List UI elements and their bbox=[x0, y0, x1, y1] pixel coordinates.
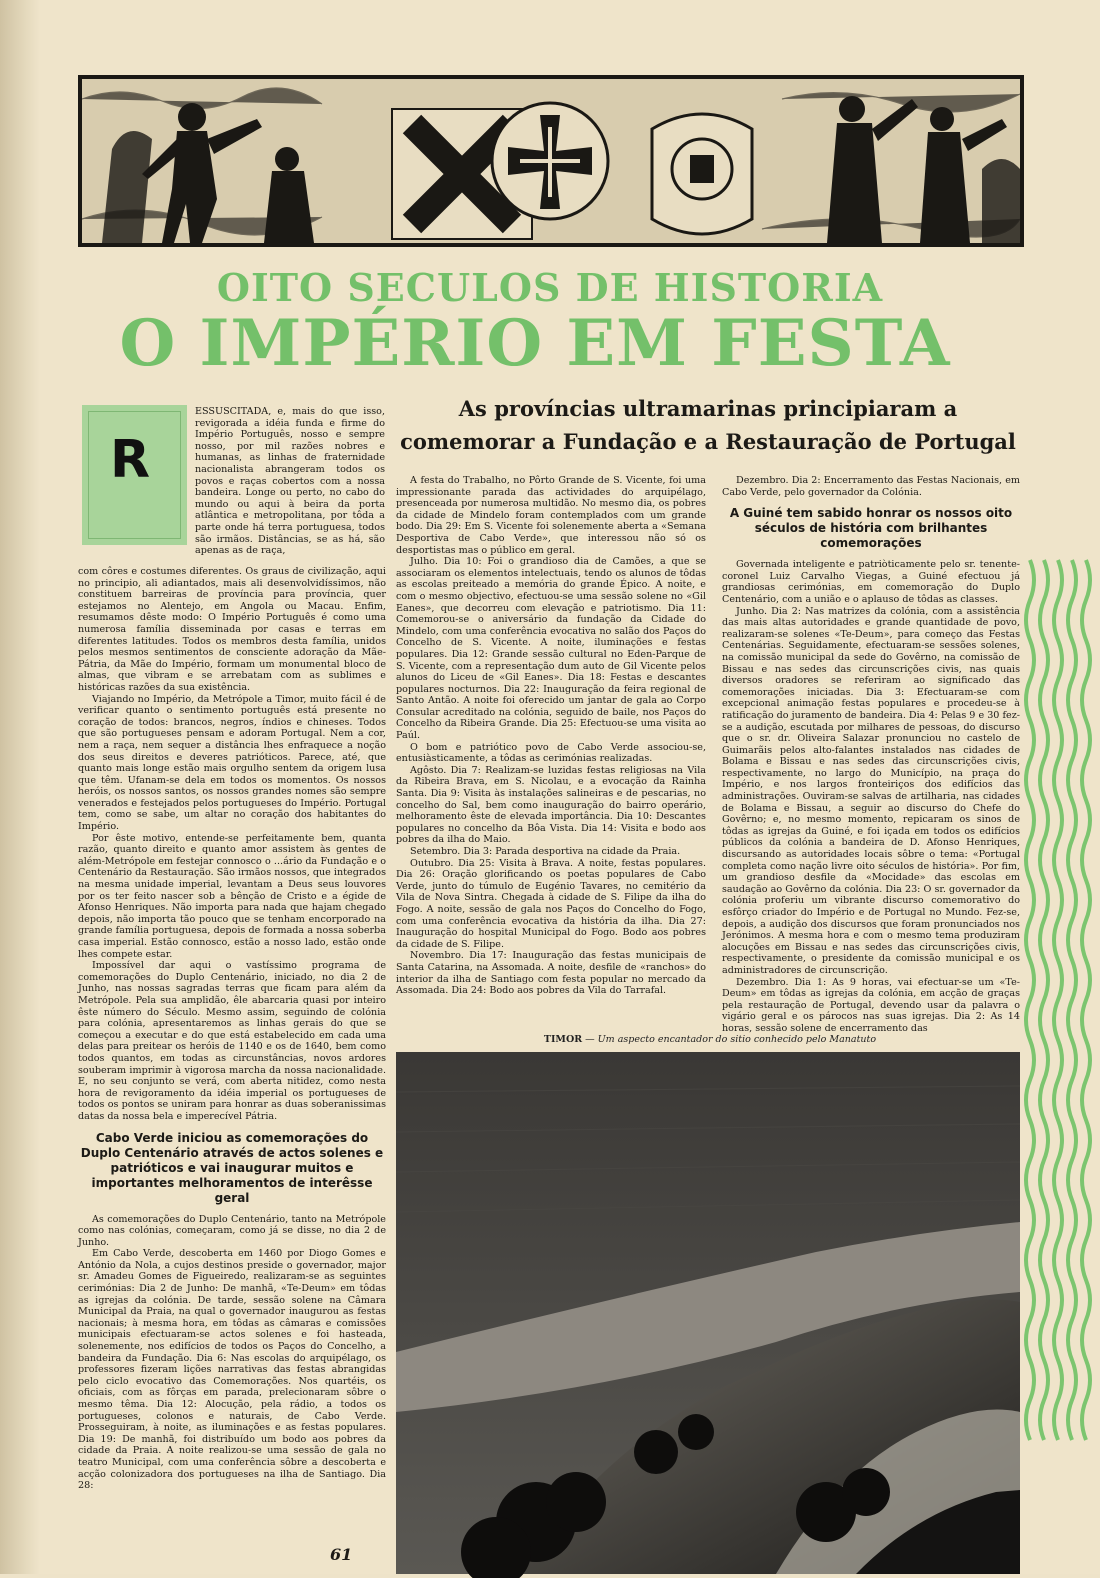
banner-illustration bbox=[82, 79, 1020, 243]
previous-page-gutter bbox=[0, 0, 40, 1574]
woodcut-banner bbox=[78, 75, 1024, 247]
timor-landscape-photo bbox=[396, 1052, 1020, 1574]
column-1 bbox=[78, 566, 386, 1492]
dropcap-letter: R bbox=[110, 430, 151, 490]
paragraph: Impossível dar aqui o vastíssimo programa de comemorações do Duplo Centenário, iniciado, no dia 2 de Junho, nas nossas sagradas terras que ficam para além da Metrópole. Pela sua amplidão, êle abarcaria quasi por inteiro êste número do Século. Mesmo assim, seguindo de colónia para colónia, apresentaremos as linhas gerais do que se começou a executar e do que está estabelecido em cada uma delas para preitear os heróis de 1140 e os de 1640, bem como todos quantos, em todas as circunstâncias, novos ardores souberam imprimir à vigorosa marcha da nossa nacionalidade. E, no seu conjunto se verá, com aberta nitidez, como nesta hora de revigoramento da idéia imperial os portugueses de todos os pontos se uniram para honrar as duas soberanissimas datas da nossa bela e imperecível Pátria. bbox=[78, 960, 386, 1122]
caption-text: Um aspecto encantador do sitio conhecido pelo Manatuto bbox=[597, 1034, 877, 1045]
section-heading-cabo-verde: Cabo Verde iniciou as comemorações do Duplo Centenário através de actos solenes e patrióticos e vai inaugurar muitos e importantes melhoramentos de interêsse geral bbox=[80, 1130, 384, 1205]
paragraph: Julho. Dia 10: Foi o grandioso dia de Camões, a que se associaram os elementos intelectuais, tendo os alunos de tôdas as escolas preiteado a memória do grande Épico. A noite, e com o mesmo objectivo, efectuou-se uma sessão solene no «Gil Eanes», que decorreu com elevação e patriotismo. Dia 11: Comemorou-se o aniversário da fundação da Cidade do Mindelo, com uma conferência evocativa no salão dos Paços do Concelho de S. Vicente. A noite, iluminações e festas populares. Dia 12: Grande sessão cultural no Eden-Parque de S. Vicente, com a representação dum auto de Gil Vicente pelos alunos do Liceu de «Gil Eanes». Dia 18: Festas e descantes populares nocturnos. Dia 22: Inauguração da feira regional de Santo Antão. A noite foi oferecido um jantar de gala ao Corpo Consular acreditado na colónia, seguido de baile, nos Paços do Concelho da Ribeira Grande. Dia 25: Efectuou-se uma visita ao Paúl. bbox=[396, 556, 706, 742]
kicker-title: OITO SECULOS DE HISTORIA bbox=[216, 265, 884, 310]
caption-place: TIMOR bbox=[543, 1034, 583, 1045]
paragraph: Dezembro. Dia 2: Encerramento das Festas Nacionais, em Cabo Verde, pelo governador da Colónia. bbox=[722, 475, 1020, 498]
paragraph: Junho. Dia 2: Nas matrizes da colónia, com a assistência das mais altas autoridades e grande quantidade de povo, realizaram-se solenes «Te-Deum», para começo das Festas Centenárias. Seguidamente, efectuaram-se sessões solenes, na comissão municipal da sede do Govêrno, na comissão de Bissau e nas sedes das circunscrições civis, nas quais diversos oradores se referiram ao significado das comemorações iniciadas. Dia 3: Efectuaram-se com excepcional animação festas populares e procedeu-se à ratificação do juramento de bandeira. Dia 4: Pelas 9 e 30 fez-se a audição, escutada por milhares de pessoas, do discurso que o sr. dr. Oliveira Salazar pronunciou no castelo de Guimarãis pelos alto-falantes instalados nas cidades de Bolama e Bissau e nas sedes das circunscrições civis, respectivamente, no largo do Município, na praça do Império, e nos largos fronteiriços dos edifícios das administrações. Ouviram-se salvas de artilharia, nas cidades de Bolama e Bissau, a seguir ao discurso do Chefe do Govêrno; e, no mesmo momento, repicaram os sinos de tôdas as igrejas da Guiné, e foi içada em todos os edifícios públicos da colónia a bandeira de D. Afonso Henriques, discursando as autoridades locais sôbre o tema: «Portugal completa como nação livre oito séculos de história». Por fim, um grandioso desfile da «Mocidade» das escolas em saudação ao Govêrno da colónia. Dia 23: O sr. governador da colónia proferiu um vibrante discurso comemorativo do esfôrço criador do Império e de Portugal no Mundo. Fez-se, depois, a audição dos discursos que foram pronunciados nos Jerónimos. A mesma hora e com o mesmo tema produziram alocuções em Bissau e nas sedes das circunscrições civis, respectivamente, o presidente da comissão municipal e os administradores de circunscrição. bbox=[722, 605, 1020, 976]
column-2 bbox=[396, 475, 706, 1035]
headline: O IMPÉRIO EM FESTA bbox=[119, 306, 951, 381]
paragraph: As comemorações do Duplo Centenário, tanto na Metrópole como nas colónias, começaram, como já se disse, no dia 2 de Junho. bbox=[78, 1213, 386, 1248]
column-3 bbox=[722, 475, 1020, 1035]
subheadline: As províncias ultramarinas principiaram a comemorar a Fundação e a Restauração de Portugal bbox=[400, 396, 1016, 454]
wave-pattern bbox=[1028, 560, 1100, 1440]
intro-text: ESSUSCITADA, e, mais do que isso, revigorada a idéia funda e firme do Império Português, nosso e sempre nosso, por mil razões nobres e humanas, as linhas de fraternidade nacionalista abrangeram todos os povos e raças cobertos com a nossa bandeira. Longe ou perto, no cabo do mundo ou aqui à beira da porta atlântica e metropolitana, por tôda a parte onde há terra portuguesa, todos são irmãos. Distâncias, se as há, são apenas as de raça, bbox=[195, 406, 385, 557]
paragraph: Em Cabo Verde, descoberta em 1460 por Diogo Gomes e António da Nola, a cujos destinos preside o governador, major sr. Amadeu Gomes de Figueiredo, realizaram-se as seguintes cerimónias: Dia 2 de Junho: De manhã, «Te-Deum» em tôdas as igrejas da colónia. De tarde, sessão solene na Câmara Municipal da Praia, na qual o governador inaugurou as festas nacionais; à mesma hora, em tôdas as câmaras e comissões municipais efectuaram-se actos solenes e foi hasteada, solenemente, nos edifícios de todos os Paços do Concelho, a bandeira da Fundação. Dia 6: Nas escolas do arquipélago, os professores fizeram lições narrativas das festas abrangidas pelo ciclo evocativo das Comemorações. Nos quartéis, os oficiais, com as fôrças em parada, prelecionaram sôbre o mesmo têma. Dia 12: Alocução, pela rádio, a todos os portugueses, colonos e naturais, de Cabo Verde. Prosseguiram, à noite, as iluminações e as festas populares. Dia 19: De manhã, foi distribuído um bodo aos pobres da cidade da Praia. A noite realizou-se uma sessão de gala no teatro Municipal, com uma conferência sôbre a descoberta e acção colonizadora dos portugueses na ilha de Santiago. Dia 28: bbox=[78, 1248, 386, 1492]
intro-paragraph bbox=[195, 406, 385, 566]
green-wave-ornament bbox=[1028, 560, 1100, 1440]
paragraph: Setembro. Dia 3: Parada desportiva na cidade da Praia. bbox=[410, 846, 681, 857]
photo-caption bbox=[400, 1034, 1020, 1045]
paragraph: Dezembro. Dia 1: As 9 horas, vai efectuar-se um «Te-Deum» em tôdas as igrejas da colónia, em acção de graças pela restauração de Portugal, devendo usar da palavra o vigário geral e os párocos nas suas igrejas. Dia 2: As 14 horas, sessão solene de encerramento das bbox=[722, 976, 1020, 1034]
paragraph: Outubro. Dia 25: Visita à Brava. A noite, festas populares. Dia 26: Oração glorificando os poetas populares de Cabo Verde, junto do túmulo de Eugénio Tavares, no cemitério da Vila de Nova Sintra. Chegada à cidade de S. Filipe da ilha do Fogo. A noite, sessão de gala nos Paços do Concelho do Fogo, com uma conferência evocativa da história da ilha. Dia 27: Inauguração do hospital Municipal do Fogo. Bodo aos pobres da cidade de S. Filipe. bbox=[396, 857, 706, 950]
paragraph: Por êste motivo, entende-se perfeitamente bem, quanta razão, quanto direito e quanto amor assistem às gentes de além-Metrópole em festejar connosco o ...ário da Fundação e o Centenário da Restauração. São irmãos nossos, que integrados na mesma unidade imperial, levantam a Deus seus louvores por os ter feito nascer sob a bênção de Cristo e a égide de Afonso Henriques. Não importa para nada que hajam chegado depois, não importa tão pouco que se tenham encorporado na grande família portuguesa, depois de formada a nossa soberba casa imperial. Estão connosco, estão a nosso lado, estão onde lhes compete estar. bbox=[78, 832, 386, 960]
page-number: 61 bbox=[330, 1545, 353, 1564]
paragraph: Governada inteligente e patriòticamente pelo sr. tenente-coronel Luiz Carvalho Viegas, a Guiné efectuou já grandiosas cerimónias, em comemoração do Duplo Centenário, com a união e o aplauso de tôdas as classes. bbox=[722, 559, 1020, 605]
caption-dash: — bbox=[582, 1034, 598, 1045]
paragraph: O bom e patriótico povo de Cabo Verde associou-se, entusiàsticamente, a tôdas as cerimónias realizadas. bbox=[396, 741, 706, 765]
section-heading-guine: A Guiné tem sabido honrar os nossos oito séculos de história com brilhantes comemorações bbox=[729, 506, 1013, 551]
paragraph: com côres e costumes diferentes. Os graus de civilização, aqui no principio, ali adiantados, mais ali desenvolvidíssimos, não constituem barreiras de província para província, quer estejamos no Alentejo, em Angola ou Macau. Enfim, resumamos dêste modo: O Império Português é como uma numerosa família disseminada por casas e terras em diferentes latitudes. Todos os membros desta família, unidos pelos mesmos sentimentos de consciente adoração da Mãe-Pátria, da Mãe do Império, formam um monumental bloco de almas, que vibram e se arrebatam com as sublimes e históricas razões da sua existência. bbox=[78, 566, 386, 693]
landscape-image bbox=[396, 1052, 1020, 1574]
paragraph: Novembro. Dia 17: Inauguração das festas municipais de Santa Catarina, na Assomada. A noite, desfile de «ranchos» do interior da ilha de Santiago com festa popular no mercado da Assomada. Dia 24: Bodo aos pobres da Vila do Tarrafal. bbox=[396, 950, 706, 997]
paragraph: A festa do Trabalho, no Pôrto Grande de S. Vicente, foi uma impressionante parada das actividades do arquipélago, presenceada por numerosa multidão. No mesmo dia, os pobres da cidade de Mindelo foram contemplados com um grande bodo. Dia 29: Em S. Vicente foi solenemente aberta a «Semana Desportiva de Cabo Verde», que interessou não só os desportistas mas o público em geral. bbox=[396, 475, 706, 556]
paragraph: Viajando no Império, da Metrópole a Timor, muito fácil é de verificar quanto o sentimento português está presente no coração de todos: brancos, negros, índios e chineses. Todos que são portugueses pensam e adoram Portugal. Nem a cor, nem a raça, nem sequer a distância lhes enfraquece a noção dos seus direitos e deveres patrióticos. Parece, até, que quanto mais longe estão mais orgulho sentem da origem lusa que têm. Ufanam-se dela em todos os momentos. Os nossos heróis, os nossos santos, os nossos grandes nomes são sempre venerados e festejados pelos portugueses do Império. Portugal tem, como se sabe, um altar no coração dos habitantes do Império. bbox=[78, 693, 386, 833]
paragraph: Agôsto. Dia 7: Realizam-se luzidas festas religiosas na Vila da Ribeira Brava, em S. Nicolau, e a evocação da Rainha Santa. Dia 9: Visita às instalações salineiras e de pescarias, no concelho do Sal, bem como inauguração do bairro operário, melhoramento êste de elevada importância. Dia 10: Descantes populares no concelho da Bôa Vista. Dia 14: Visita e bodo aos pobres da ilha do Maio. bbox=[396, 764, 706, 846]
